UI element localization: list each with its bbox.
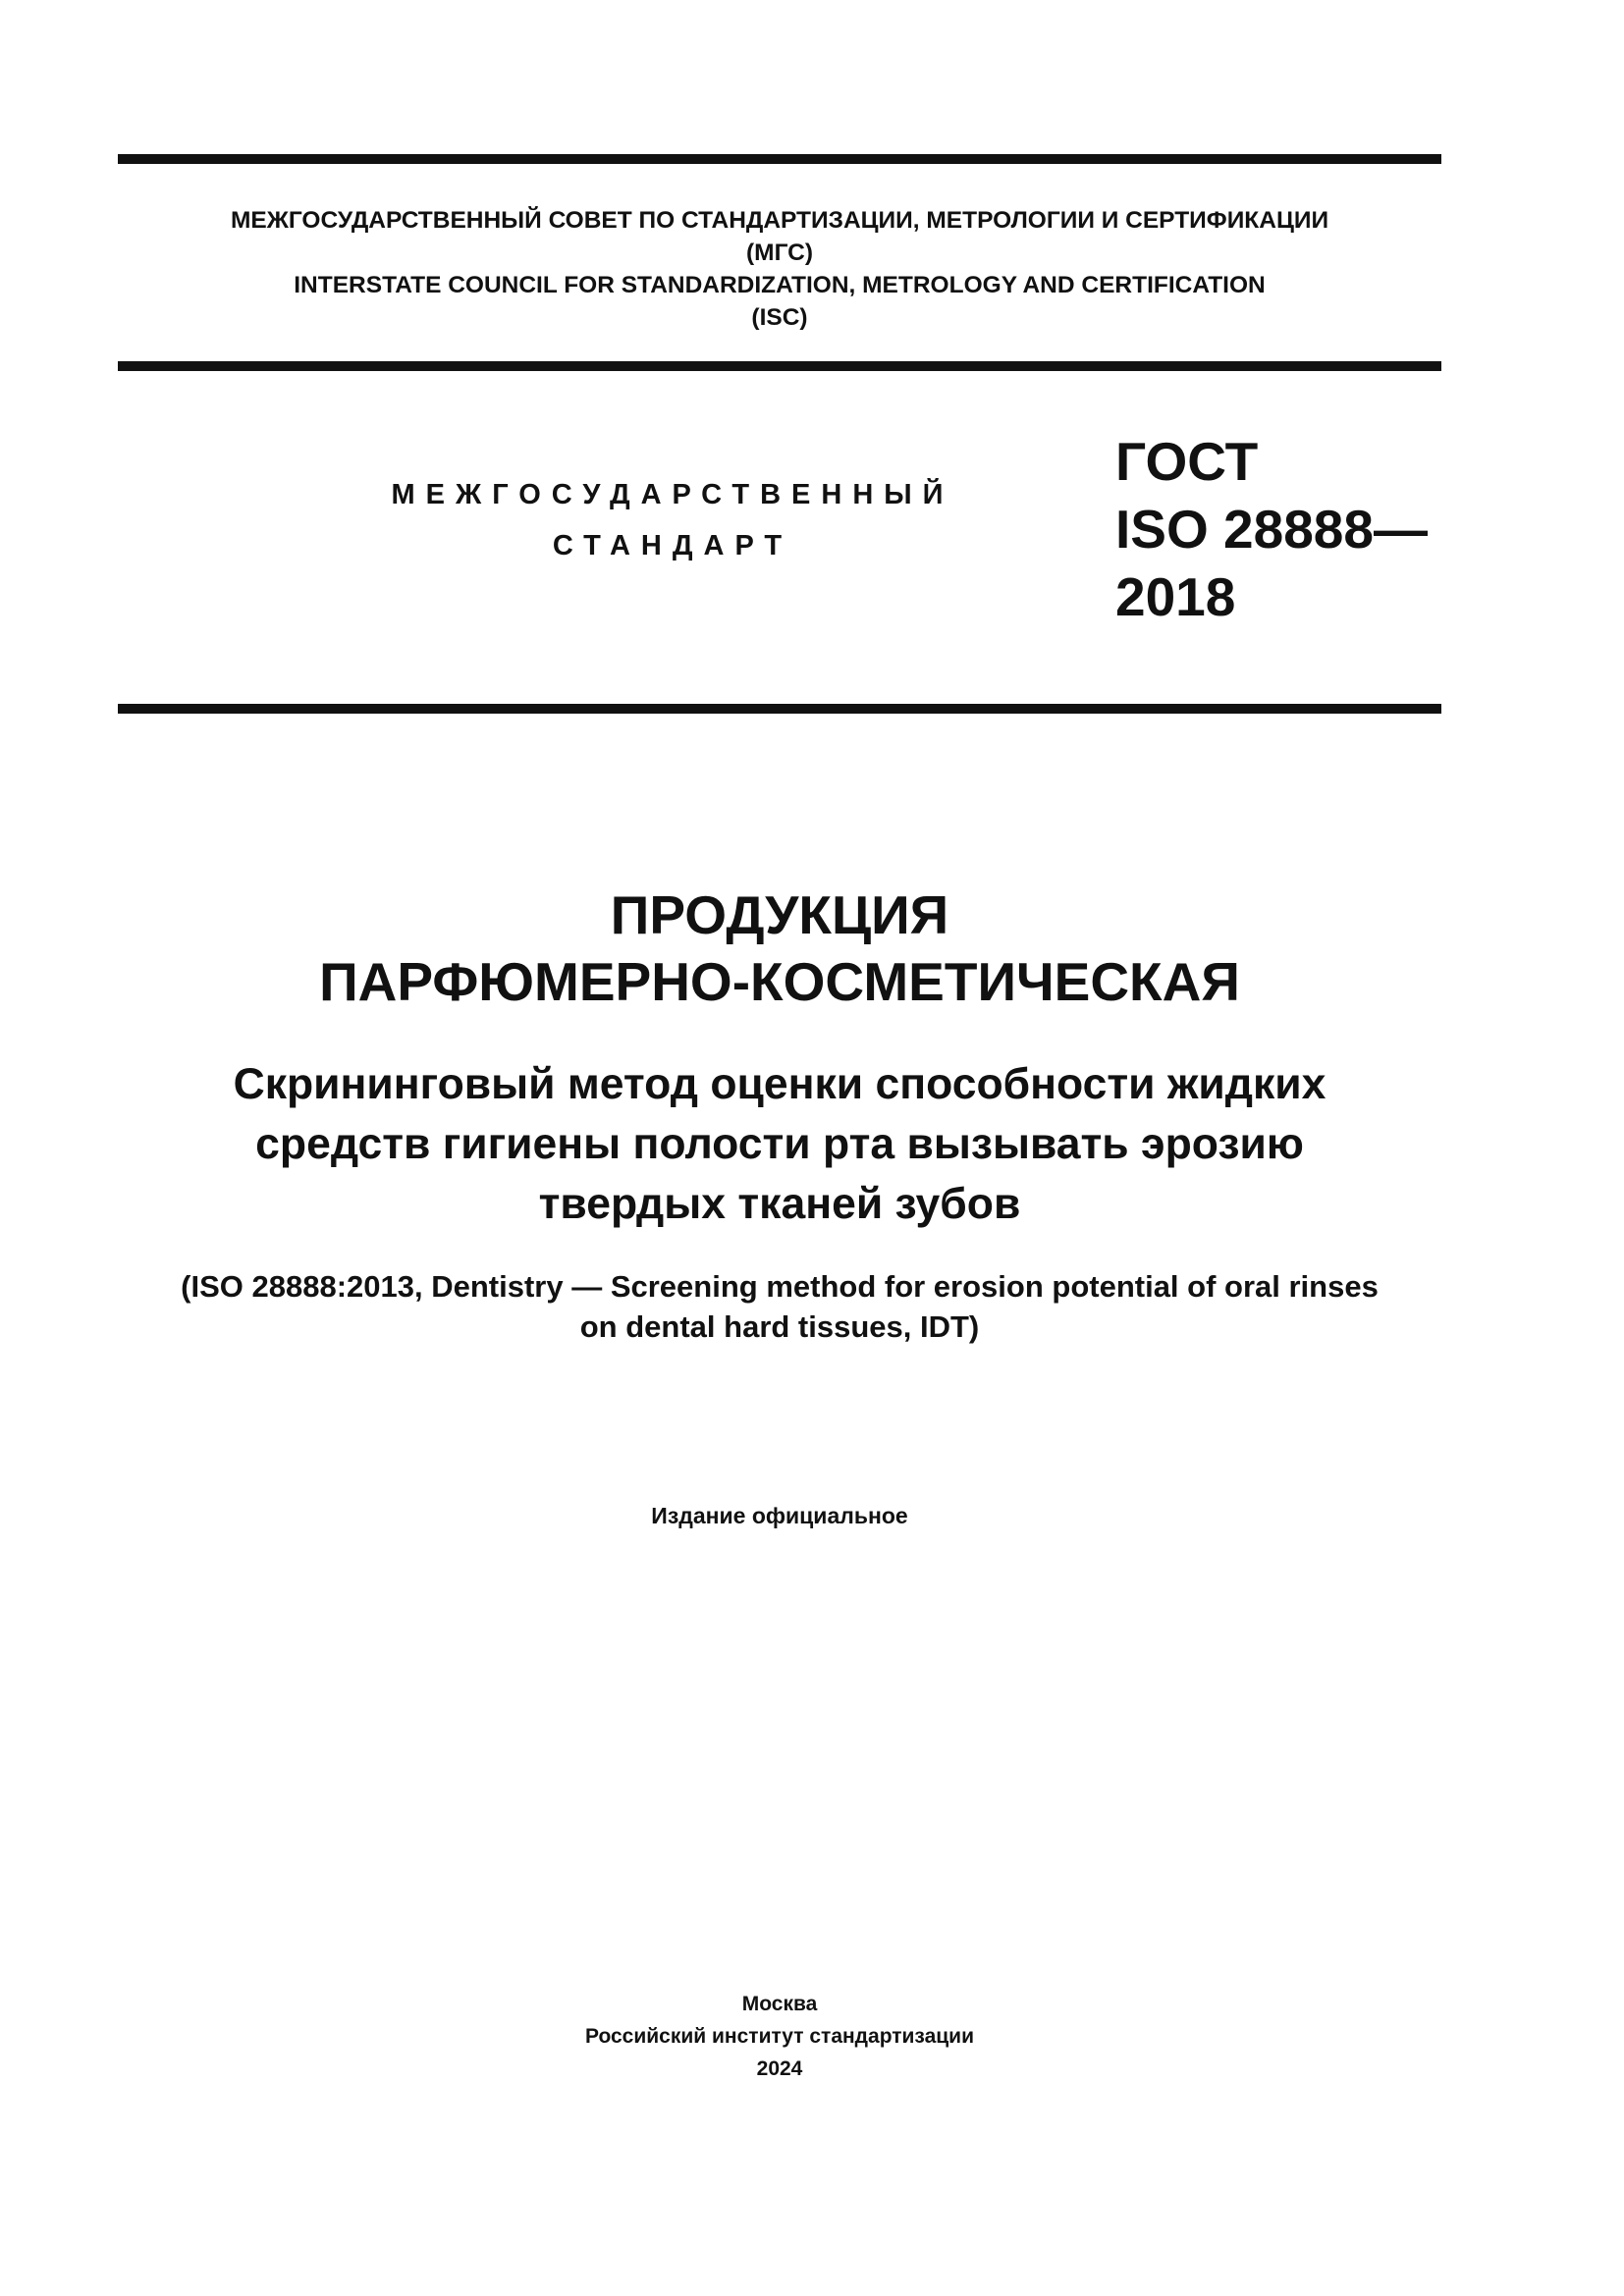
standard-type-line2: СТАНДАРТ [552,530,793,561]
imprint-year: 2024 [756,2057,803,2080]
main-title [118,881,1441,1015]
iso-reference-line1: (ISO 28888:2013, Dentistry — Screening method for erosion potential of oral rinses [181,1269,1379,1304]
council-en: INTERSTATE COUNCIL FOR STANDARDIZATION, METROLOGY AND CERTIFICATION [294,272,1266,298]
subtitle [118,1054,1441,1234]
imprint-city: Москва [741,1993,818,2015]
council-header [118,204,1441,334]
main-title-line2: ПАРФЮМЕРНО-КОСМЕТИЧЕСКАЯ [319,951,1240,1012]
edition-note: Издание официальное [651,1503,908,1528]
standard-type-line1: МЕЖГОСУДАРСТВЕННЫЙ [391,479,954,510]
standard-type [295,469,1051,571]
council-ru-abbr: (МГС) [746,240,813,266]
iso-reference-line2: on dental hard tissues, IDT) [579,1309,980,1344]
designation [1115,428,1428,631]
council-en-abbr: (ISC) [751,304,808,331]
designation-line1: ГОСТ [1115,431,1259,492]
designation-line3: 2018 [1115,566,1236,627]
imprint-publisher: Российский институт стандартизации [584,2025,975,2048]
middle-rule [118,361,1441,371]
subtitle-line1: Скрининговый метод оценки способности жидких [233,1060,1326,1108]
top-rule [118,154,1441,164]
subtitle-line2: средств гигиены полости рта вызывать эрозию [255,1120,1304,1168]
main-title-line1: ПРОДУКЦИЯ [610,884,949,945]
imprint [118,1988,1441,2085]
subtitle-line3: твердых тканей зубов [538,1180,1021,1228]
council-ru: МЕЖГОСУДАРСТВЕННЫЙ СОВЕТ ПО СТАНДАРТИЗАЦИИ, МЕТРОЛОГИИ И СЕРТИФИКАЦИИ [230,207,1329,234]
lower-rule [118,704,1441,714]
designation-line2: ISO 28888— [1115,499,1428,560]
iso-reference [118,1266,1441,1347]
